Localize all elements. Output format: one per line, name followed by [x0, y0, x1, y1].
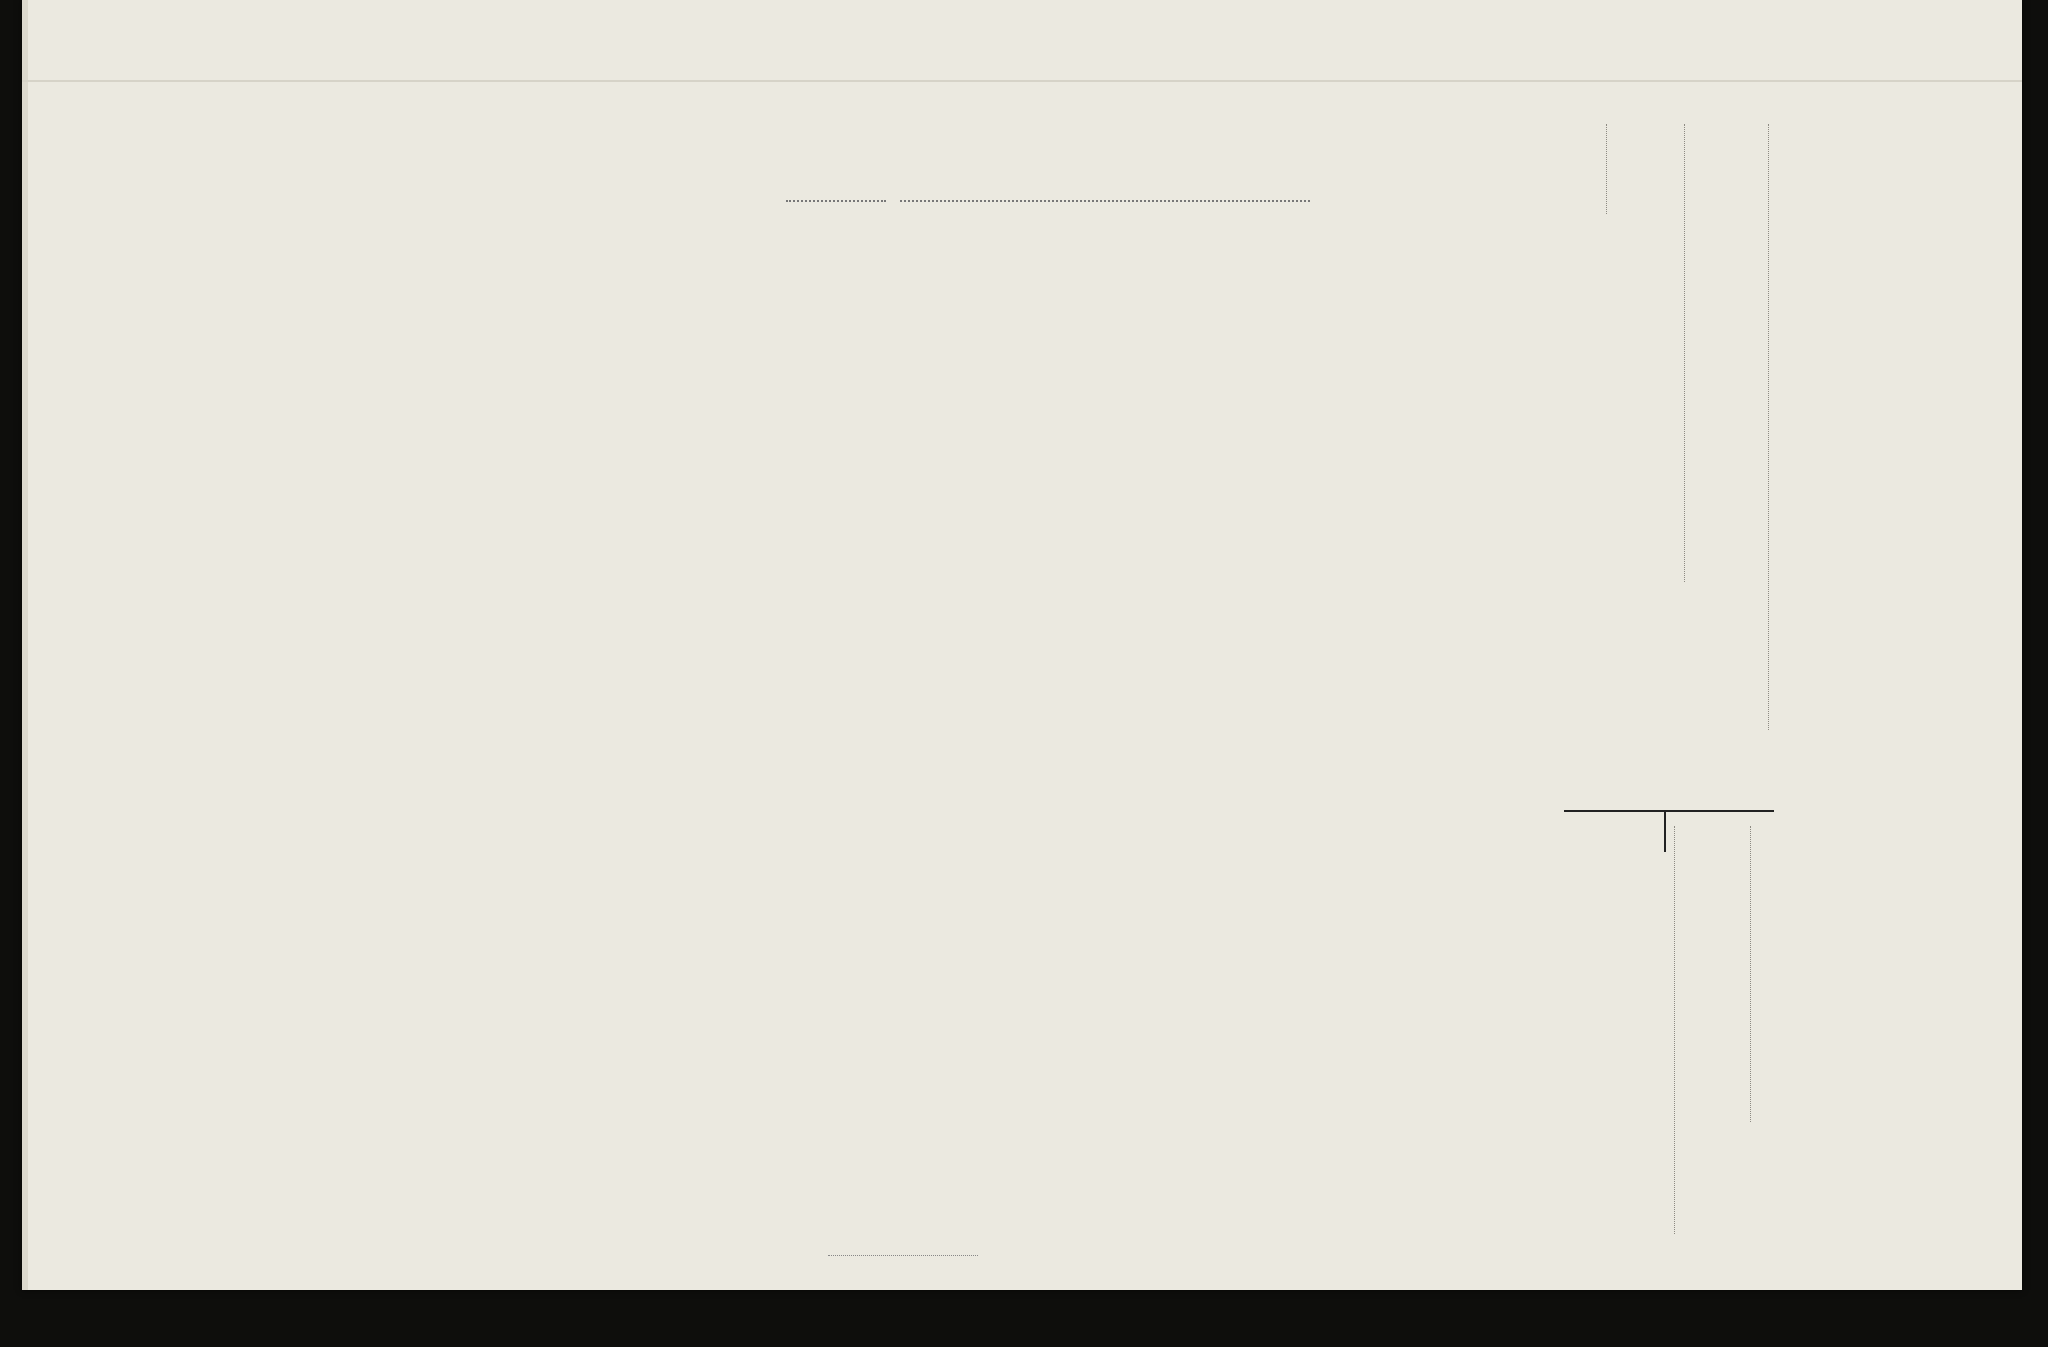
- paper-edge: [22, 0, 28, 1290]
- street-name-field[interactable]: [900, 200, 1310, 202]
- opgang-answer-field[interactable]: [828, 1255, 978, 1256]
- antal-field[interactable]: [1606, 124, 1607, 214]
- side-divider-stub: [1664, 812, 1666, 852]
- address-top-field[interactable]: [1768, 124, 1769, 730]
- form-paper: [22, 0, 2022, 1290]
- paper-fold: [22, 80, 2022, 82]
- owner-field[interactable]: [1674, 826, 1675, 1234]
- house-number-field[interactable]: [786, 200, 886, 202]
- side-divider: [1564, 810, 1774, 812]
- signature-field[interactable]: [1684, 124, 1685, 582]
- address-bottom-field[interactable]: [1750, 826, 1751, 1122]
